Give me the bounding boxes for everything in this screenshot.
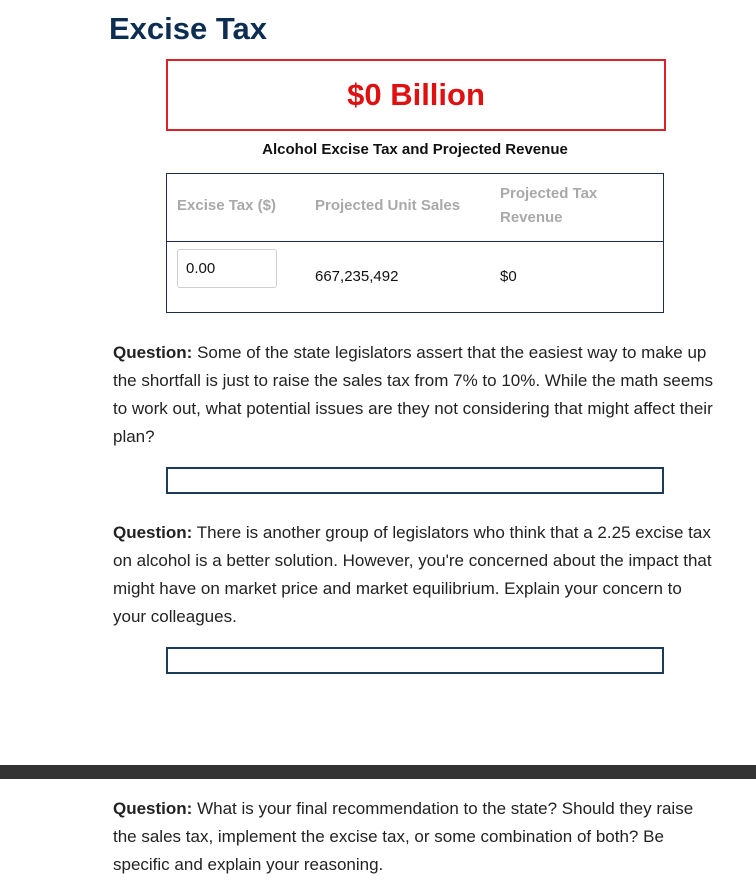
table-header-row	[167, 174, 663, 242]
question-text: There is another group of legislators who think that a 2.25 excise tax on alcohol is a better solution. However, you're concerned about the impact that might have on market price and market equilibrium. Explain your concern to your colleagues.	[113, 523, 712, 626]
question-text: Some of the state legislators assert that the easiest way to make up the shortfall is just to raise the sales tax from 7% to 10%. While the math seems to work out, what potential issues are they not considering that might affect their plan?	[113, 343, 713, 446]
question-text: What is your final recommendation to the state? Should they raise the sales tax, implement the excise tax, or some combination of both? Be specific and explain your reasoning.	[113, 799, 694, 874]
page-title: Excise Tax	[109, 11, 267, 46]
revenue-total-box	[166, 59, 666, 131]
answer-input-1[interactable]	[166, 467, 664, 494]
question-label: Question:	[113, 343, 193, 362]
projected-tax-revenue-value: $0	[500, 268, 517, 285]
question-1	[113, 339, 713, 451]
question-2	[113, 519, 713, 631]
header-projected-unit-sales: Projected Unit Sales	[315, 197, 461, 214]
tax-revenue-table	[166, 173, 664, 313]
question-label: Question:	[113, 523, 193, 542]
table-title: Alcohol Excise Tax and Projected Revenue	[262, 141, 568, 158]
header-projected-tax-revenue: Projected Tax Revenue	[500, 185, 598, 226]
question-label: Question:	[113, 799, 193, 818]
excise-tax-input[interactable]	[177, 249, 277, 288]
projected-unit-sales-value: 667,235,492	[315, 268, 399, 285]
header-excise-tax: Excise Tax ($)	[177, 197, 276, 214]
section-divider	[0, 765, 756, 779]
revenue-total-value: $0 Billion	[347, 77, 485, 112]
answer-input-2[interactable]	[166, 647, 664, 674]
question-3	[113, 795, 713, 879]
